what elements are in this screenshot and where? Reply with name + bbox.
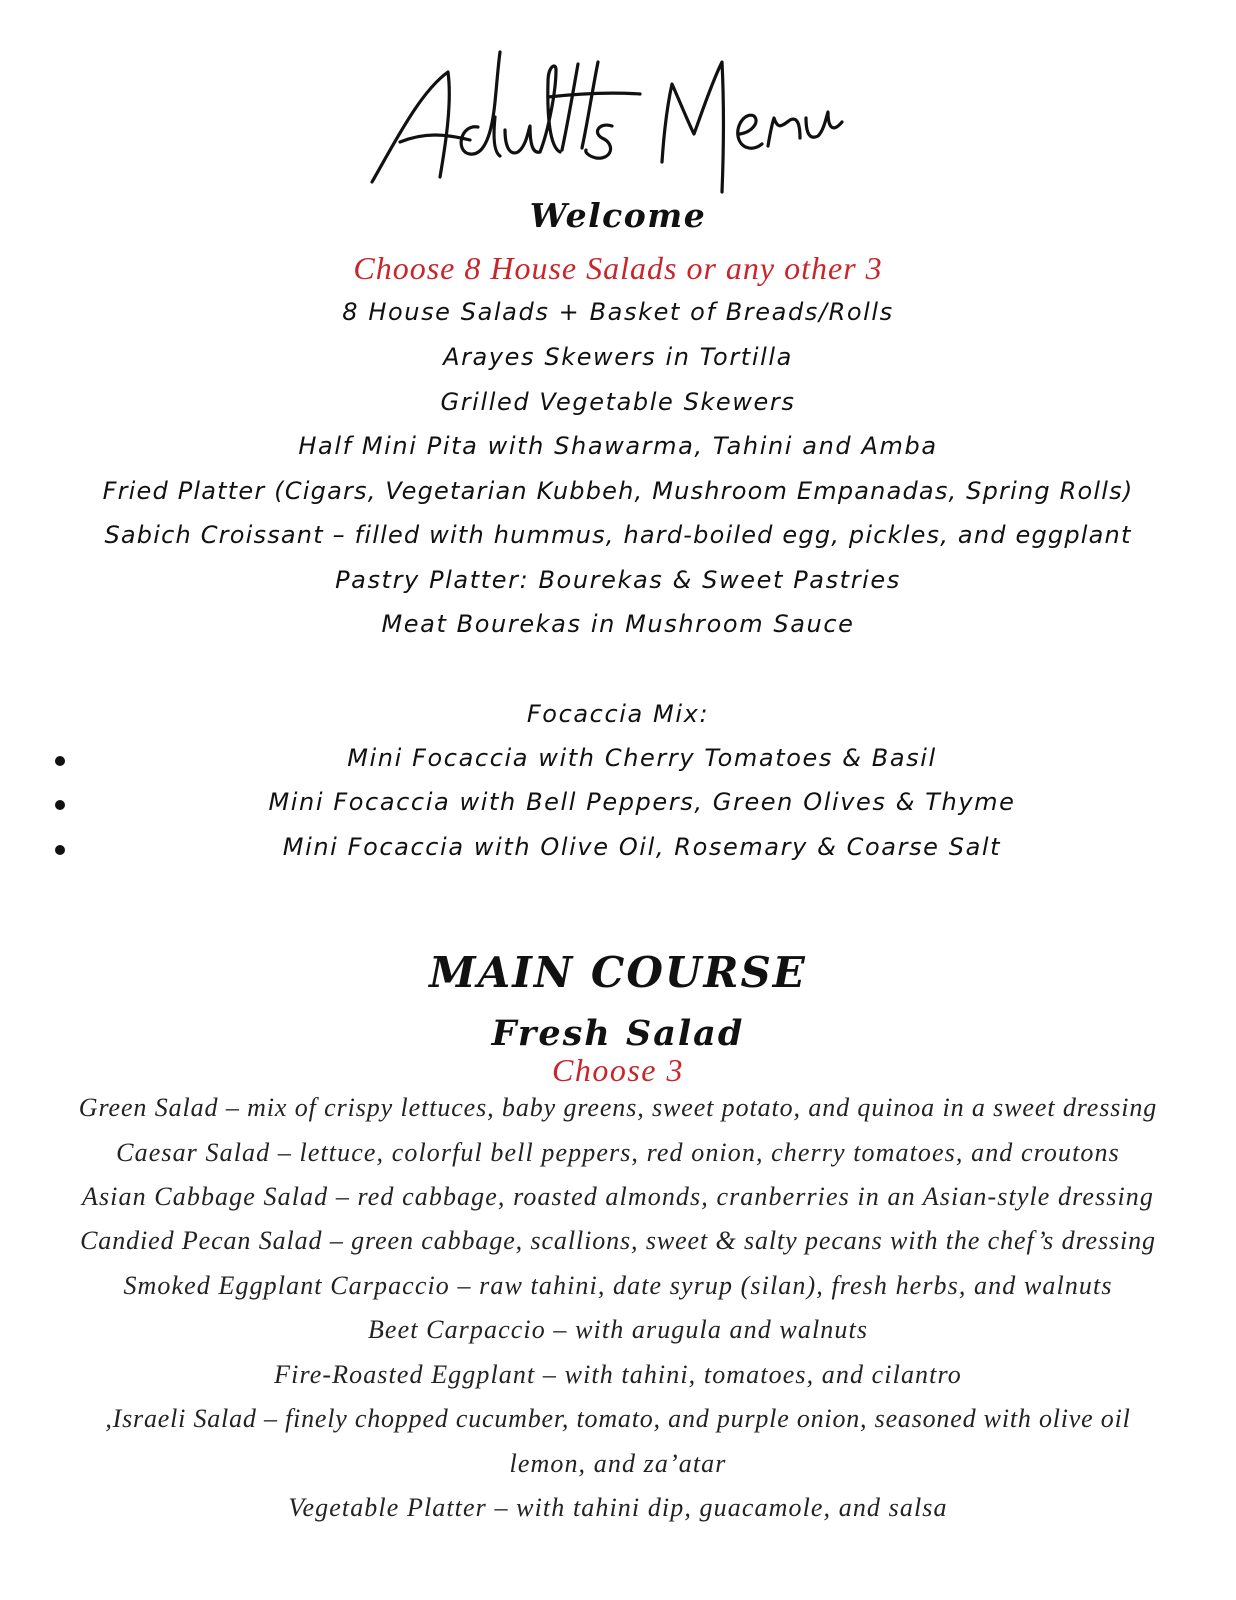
- salad-item: Candied Pecan Salad – green cabbage, scallions, sweet & salty pecans with the chef’s dressing: [80, 1226, 1156, 1255]
- welcome-item: Pastry Platter: Bourekas & Sweet Pastries: [335, 566, 901, 594]
- focaccia-item: Mini Focaccia with Bell Peppers, Green Olives & Thyme: [268, 788, 1016, 816]
- welcome-item: 8 House Salads + Basket of Breads/Rolls: [342, 298, 894, 326]
- welcome-item: Arayes Skewers in Tortilla: [443, 343, 793, 371]
- welcome-item: Sabich Croissant – filled with hummus, hard-boiled egg, pickles, and eggplant: [104, 521, 1132, 549]
- fresh-salad-instruction: Choose 3: [552, 1052, 684, 1088]
- salad-item: Vegetable Platter – with tahini dip, guacamole, and salsa: [288, 1493, 948, 1522]
- welcome-instruction: Choose 8 House Salads or any other 3: [353, 250, 883, 286]
- salad-item: Smoked Eggplant Carpaccio – raw tahini, date syrup (silan), fresh herbs, and walnuts: [123, 1271, 1113, 1300]
- main-course-heading: MAIN COURSE: [429, 948, 807, 997]
- salad-item: Caesar Salad – lettuce, colorful bell peppers, red onion, cherry tomatoes, and croutons: [116, 1138, 1120, 1167]
- welcome-heading: Welcome: [529, 196, 707, 235]
- salad-item: ,Israeli Salad – finely chopped cucumber, tomato, and purple onion, seasoned with olive oil: [105, 1404, 1131, 1433]
- welcome-item: Meat Bourekas in Mushroom Sauce: [381, 610, 855, 638]
- salad-item: Beet Carpaccio – with arugula and walnuts: [367, 1315, 869, 1344]
- welcome-item: Grilled Vegetable Skewers: [440, 388, 796, 416]
- salad-item: Green Salad – mix of crispy lettuces, baby greens, sweet potato, and quinoa in a sweet dressing: [78, 1093, 1158, 1122]
- welcome-item: Half Mini Pita with Shawarma, Tahini and Amba: [298, 432, 938, 460]
- focaccia-heading: Focaccia Mix:: [526, 700, 710, 728]
- salad-item: Asian Cabbage Salad – red cabbage, roasted almonds, cranberries in an Asian-style dressing: [81, 1182, 1154, 1211]
- focaccia-item: Mini Focaccia with Cherry Tomatoes & Basil: [347, 744, 937, 772]
- fresh-salad-heading: Fresh Salad: [491, 1013, 745, 1054]
- welcome-item: Fried Platter (Cigars, Vegetarian Kubbeh, Mushroom Empanadas, Spring Rolls): [102, 477, 1134, 505]
- salad-item: Fire-Roasted Eggplant – with tahini, tomatoes, and cilantro: [274, 1360, 962, 1389]
- menu-title-script: [0, 22, 1236, 202]
- salad-item-continuation: lemon, and za’atar: [509, 1449, 727, 1478]
- focaccia-item: Mini Focaccia with Olive Oil, Rosemary & Coarse Salt: [282, 833, 1002, 861]
